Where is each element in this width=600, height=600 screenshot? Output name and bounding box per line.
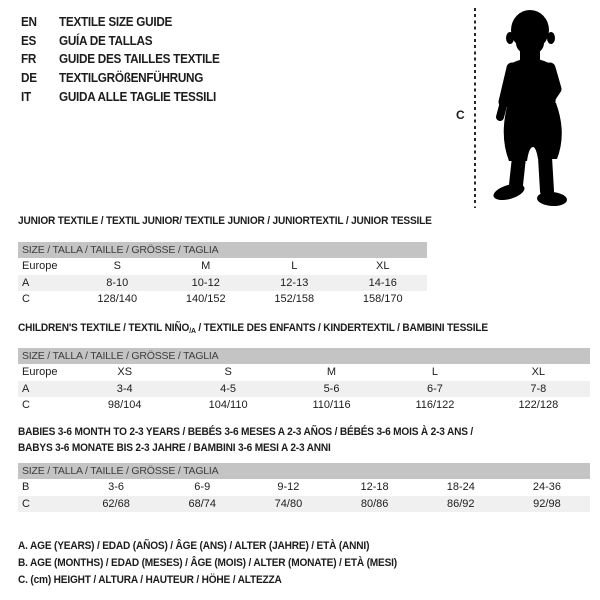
language-code: FR bbox=[21, 52, 37, 67]
language-code: EN bbox=[21, 15, 37, 30]
size-cell: M bbox=[201, 260, 211, 273]
height-cell: 98/104 bbox=[107, 399, 142, 412]
size-cell: L bbox=[431, 366, 438, 379]
size-header-bar: SIZE / TALLA / TAILLE / GRÖSSE / TAGLIA bbox=[18, 242, 427, 258]
language-code: ES bbox=[21, 33, 37, 48]
language-row-it bbox=[21, 87, 230, 106]
height-cell: 116/122 bbox=[415, 399, 455, 412]
toddler-silhouette-icon bbox=[483, 5, 585, 207]
language-row-en bbox=[21, 13, 230, 32]
size-cell: XL bbox=[531, 366, 546, 379]
age-cell: 4-5 bbox=[220, 382, 237, 395]
size-cell: XL bbox=[376, 260, 390, 273]
legend-line-c: C. (cm) HEIGHT / ALTURA / HAUTEUR / HÖHE / ALTEZZA bbox=[18, 574, 282, 587]
children-section-title bbox=[18, 320, 488, 339]
table-row-age bbox=[18, 275, 427, 292]
age-cell: 9-12 bbox=[277, 481, 300, 494]
age-cell: 6-9 bbox=[194, 481, 211, 494]
junior-size-table bbox=[18, 242, 427, 308]
age-cell: 10-12 bbox=[191, 276, 220, 289]
size-cell: M bbox=[326, 366, 337, 379]
table-row-age-months bbox=[18, 479, 590, 496]
size-cell: S bbox=[224, 366, 232, 379]
children-title-post: / TEXTILE DES ENFANTS / KINDERTEXTIL / BAMBINI TESSILE bbox=[195, 322, 488, 334]
babies-section-title-line2: BABYS 3-6 MONATE BIS 2-3 JAHRE / BAMBINI 3-6 MESI A 2-3 ANNI bbox=[18, 442, 331, 454]
language-row-es bbox=[21, 32, 230, 51]
language-row-fr bbox=[21, 50, 230, 69]
age-cell: 5-6 bbox=[323, 382, 340, 395]
size-cell: S bbox=[113, 260, 121, 273]
height-cell: 122/128 bbox=[518, 399, 559, 412]
age-cell: 24-36 bbox=[532, 481, 562, 494]
table-row-height bbox=[18, 291, 427, 308]
children-title-sub: /A bbox=[189, 326, 196, 335]
age-cell: 14-16 bbox=[368, 276, 397, 289]
language-code: DE bbox=[21, 71, 37, 86]
legend-line-b: B. AGE (MONTHS) / EDAD (MESES) / ÂGE (MOIS) / ALTER (MONATE) / ETÀ (MESI) bbox=[18, 557, 397, 570]
height-cell: 86/92 bbox=[447, 497, 475, 510]
babies-size-table bbox=[18, 463, 590, 512]
height-cell: 158/170 bbox=[362, 293, 403, 306]
row-label: C bbox=[22, 497, 30, 510]
row-label: A bbox=[22, 276, 30, 289]
children-size-table bbox=[18, 348, 590, 414]
language-title: GUIDE DES TAILLES TEXTILE bbox=[59, 52, 220, 67]
table-row-height bbox=[18, 496, 590, 513]
height-cell: 68/74 bbox=[188, 497, 217, 510]
language-title: TEXTILE SIZE GUIDE bbox=[59, 15, 173, 30]
size-cell: L bbox=[291, 260, 298, 273]
age-cell: 12-18 bbox=[360, 481, 389, 494]
row-label: Europe bbox=[22, 260, 58, 273]
height-cell: 128/140 bbox=[97, 293, 138, 306]
age-cell: 6-7 bbox=[426, 382, 443, 395]
height-cell: 74/80 bbox=[274, 497, 303, 510]
row-label: A bbox=[22, 382, 30, 395]
legend bbox=[18, 538, 430, 590]
age-cell: 18-24 bbox=[446, 481, 475, 494]
row-label: C bbox=[22, 293, 30, 306]
size-cell: XS bbox=[117, 366, 133, 379]
table-row-europe bbox=[18, 364, 590, 381]
size-header-bar: SIZE / TALLA / TAILLE / GRÖSSE / TAGLIA bbox=[18, 463, 590, 479]
height-cell: 62/68 bbox=[102, 497, 130, 510]
height-cell: 152/158 bbox=[274, 293, 315, 306]
height-cell: 104/110 bbox=[208, 399, 248, 412]
language-title: TEXTILGRÖßENFÜHRUNG bbox=[59, 71, 204, 86]
height-cell: 80/86 bbox=[360, 497, 389, 510]
junior-section-title: JUNIOR TEXTILE / TEXTIL JUNIOR/ TEXTILE JUNIOR / JUNIORTEXTIL / JUNIOR TESSILE bbox=[18, 215, 432, 227]
size-header-bar: SIZE / TALLA / TAILLE / GRÖSSE / TAGLIA bbox=[18, 348, 590, 364]
height-cell: 140/152 bbox=[185, 293, 226, 306]
table-row-height bbox=[18, 397, 590, 414]
legend-line-a: A. AGE (YEARS) / EDAD (AÑOS) / ÂGE (ANS) / ALTER (JAHRE) / ETÀ (ANNI) bbox=[18, 540, 370, 552]
age-cell: 3-4 bbox=[116, 382, 133, 395]
height-label: C bbox=[456, 108, 465, 122]
row-label: C bbox=[22, 399, 30, 412]
row-label: B bbox=[22, 481, 30, 494]
language-header bbox=[21, 13, 230, 106]
age-cell: 3-6 bbox=[108, 481, 125, 494]
children-title-pre: CHILDREN'S TEXTILE / TEXTIL NIÑO bbox=[18, 322, 190, 334]
age-cell: 7-8 bbox=[530, 382, 547, 395]
language-row-de bbox=[21, 69, 230, 88]
age-cell: 12-13 bbox=[280, 276, 309, 289]
table-row-europe bbox=[18, 258, 427, 275]
language-title: GUIDA ALLE TAGLIE TESSILI bbox=[59, 89, 217, 104]
height-cell: 92/98 bbox=[533, 497, 561, 510]
language-code: IT bbox=[21, 89, 31, 104]
height-cell: 110/116 bbox=[312, 399, 351, 412]
table-row-age bbox=[18, 381, 590, 398]
row-label: Europe bbox=[22, 366, 58, 379]
language-title: GUÍA DE TALLAS bbox=[59, 33, 153, 48]
babies-section-title-line1: BABIES 3-6 MONTH TO 2-3 YEARS / BEBÉS 3-6 MESES A 2-3 AÑOS / BÉBÉS 3-6 MOIS À 2-3 ANS / bbox=[18, 426, 474, 438]
height-measure-line bbox=[474, 8, 476, 208]
age-cell: 8-10 bbox=[106, 276, 129, 289]
